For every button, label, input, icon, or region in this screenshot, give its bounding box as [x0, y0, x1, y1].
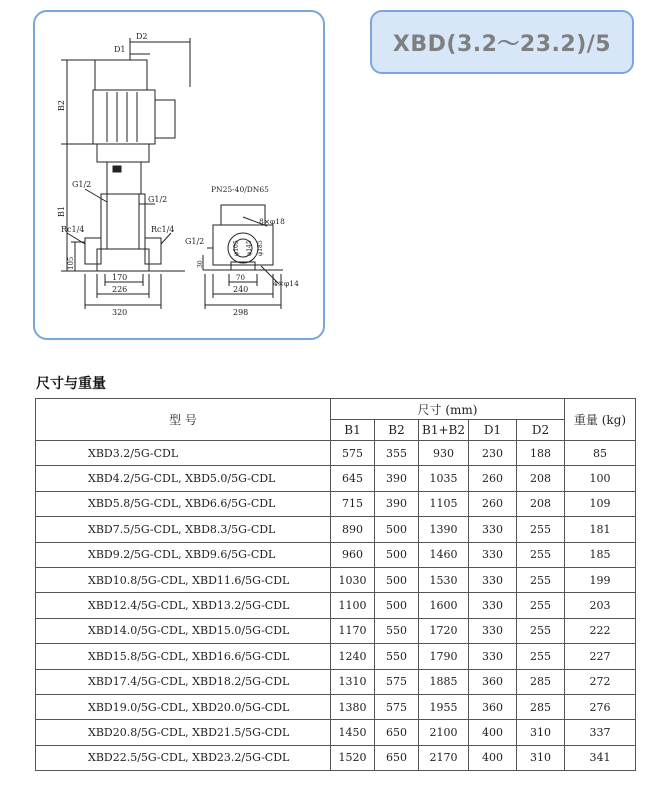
label-rc14-right: Rc1/4: [151, 225, 175, 234]
cell-b1: 1100: [331, 593, 375, 618]
label-298: 298: [233, 308, 249, 317]
cell-weight: 227: [565, 644, 636, 669]
table-row: [36, 517, 636, 542]
header-d2: D2: [517, 420, 565, 441]
cell-b2: 650: [375, 745, 419, 770]
label-170: 170: [112, 273, 128, 282]
header-b1-b2: B1+B2: [419, 420, 469, 441]
table-row: [36, 669, 636, 694]
label-70: 70: [236, 274, 245, 282]
cell-weight: 100: [565, 466, 636, 491]
cell-d2: 208: [517, 466, 565, 491]
cell-b2: 390: [375, 466, 419, 491]
label-d2: D2: [136, 32, 148, 41]
cell-b1-b2: 1600: [419, 593, 469, 618]
table-row: [36, 593, 636, 618]
cell-b1-b2: 2170: [419, 745, 469, 770]
cell-d2: 255: [517, 542, 565, 567]
table-row: [36, 745, 636, 770]
cell-d1: 330: [469, 644, 517, 669]
cell-b1-b2: 1105: [419, 491, 469, 516]
cell-d1: 330: [469, 517, 517, 542]
table-row: [36, 720, 636, 745]
label-phi185: φ185: [257, 240, 264, 256]
cell-b1-b2: 1460: [419, 542, 469, 567]
dimensions-weight-table: [35, 398, 636, 771]
model-series-title: XBD(3.2～23.2)/5: [392, 31, 612, 57]
cell-model: XBD15.8/5G-CDL, XBD16.6/5G-CDL: [36, 644, 331, 669]
cell-b2: 575: [375, 694, 419, 719]
cell-b2: 390: [375, 491, 419, 516]
label-30: 30: [197, 260, 204, 268]
cell-b2: 550: [375, 644, 419, 669]
label-226: 226: [112, 285, 128, 294]
table-row: [36, 466, 636, 491]
header-b2: B2: [375, 420, 419, 441]
cell-b1: 1520: [331, 745, 375, 770]
label-phi105: φ105: [233, 240, 240, 256]
label-rc14-left: Rc1/4: [61, 225, 85, 234]
cell-b1-b2: 1955: [419, 694, 469, 719]
cell-d1: 260: [469, 491, 517, 516]
cell-d1: 360: [469, 694, 517, 719]
label-4-holes: 4×φ14: [273, 279, 299, 288]
section-heading: 尺寸与重量: [36, 376, 106, 392]
label-8-holes: 8×φ18: [259, 217, 285, 226]
cell-d2: 310: [517, 745, 565, 770]
cell-d2: 255: [517, 618, 565, 643]
table-row: [36, 491, 636, 516]
cell-d2: 255: [517, 517, 565, 542]
cell-model: XBD10.8/5G-CDL, XBD11.6/5G-CDL: [36, 567, 331, 592]
cell-b1: 1450: [331, 720, 375, 745]
label-g12-left: G1/2: [72, 180, 92, 189]
cell-b1: 1030: [331, 567, 375, 592]
cell-weight: 199: [565, 567, 636, 592]
label-320: 320: [112, 308, 128, 317]
cell-b1-b2: 1720: [419, 618, 469, 643]
label-g12-mid: G1/2: [148, 195, 168, 204]
label-b2: B2: [57, 100, 66, 111]
cell-model: XBD19.0/5G-CDL, XBD20.0/5G-CDL: [36, 694, 331, 719]
table-row: [36, 644, 636, 669]
cell-b2: 500: [375, 542, 419, 567]
cell-model: XBD3.2/5G-CDL: [36, 441, 331, 466]
cell-d2: 208: [517, 491, 565, 516]
cell-weight: 185: [565, 542, 636, 567]
cell-weight: 109: [565, 491, 636, 516]
cell-d2: 188: [517, 441, 565, 466]
header-weight: 重量 (kg): [565, 399, 636, 441]
cell-b1-b2: 2100: [419, 720, 469, 745]
cell-b1: 960: [331, 542, 375, 567]
header-b1: B1: [331, 420, 375, 441]
header-dimensions: 尺寸 (mm): [331, 399, 565, 420]
pump-drawing-panel: [33, 10, 325, 340]
cell-b2: 500: [375, 593, 419, 618]
cell-b1-b2: 1530: [419, 567, 469, 592]
cell-d1: 260: [469, 466, 517, 491]
cell-b2: 550: [375, 618, 419, 643]
cell-b2: 500: [375, 517, 419, 542]
label-b1: B1: [57, 206, 66, 217]
table-row: [36, 542, 636, 567]
cell-model: XBD17.4/5G-CDL, XBD18.2/5G-CDL: [36, 669, 331, 694]
model-title-box: [370, 10, 634, 74]
label-240: 240: [233, 285, 249, 294]
cell-weight: 276: [565, 694, 636, 719]
label-g12-right: G1/2: [185, 237, 205, 246]
cell-b1: 890: [331, 517, 375, 542]
cell-b1-b2: 1885: [419, 669, 469, 694]
cell-b2: 650: [375, 720, 419, 745]
table-body: [36, 441, 636, 771]
cell-d1: 400: [469, 745, 517, 770]
cell-d2: 255: [517, 593, 565, 618]
pump-dimension-drawing: [35, 12, 327, 342]
cell-model: XBD14.0/5G-CDL, XBD15.0/5G-CDL: [36, 618, 331, 643]
cell-d2: 285: [517, 669, 565, 694]
label-phi145: φ145: [246, 240, 253, 256]
cell-weight: 85: [565, 441, 636, 466]
cell-d2: 310: [517, 720, 565, 745]
table-row: [36, 618, 636, 643]
cell-b1: 575: [331, 441, 375, 466]
cell-model: XBD20.8/5G-CDL, XBD21.5/5G-CDL: [36, 720, 331, 745]
cell-weight: 203: [565, 593, 636, 618]
cell-weight: 181: [565, 517, 636, 542]
header-d1: D1: [469, 420, 517, 441]
cell-d1: 330: [469, 593, 517, 618]
cell-d1: 330: [469, 567, 517, 592]
cell-d1: 330: [469, 542, 517, 567]
table-row: [36, 694, 636, 719]
cell-d2: 285: [517, 694, 565, 719]
table-row: [36, 441, 636, 466]
cell-weight: 341: [565, 745, 636, 770]
cell-model: XBD22.5/5G-CDL, XBD23.2/5G-CDL: [36, 745, 331, 770]
header-model: 型 号: [36, 399, 331, 441]
cell-model: XBD12.4/5G-CDL, XBD13.2/5G-CDL: [36, 593, 331, 618]
cell-b2: 500: [375, 567, 419, 592]
cell-b1: 1310: [331, 669, 375, 694]
cell-d2: 255: [517, 567, 565, 592]
cell-model: XBD7.5/5G-CDL, XBD8.3/5G-CDL: [36, 517, 331, 542]
cell-b1-b2: 1035: [419, 466, 469, 491]
cell-d1: 400: [469, 720, 517, 745]
cell-weight: 222: [565, 618, 636, 643]
cell-b1: 1170: [331, 618, 375, 643]
cell-b1: 1380: [331, 694, 375, 719]
cell-weight: 337: [565, 720, 636, 745]
cell-d1: 360: [469, 669, 517, 694]
cell-d1: 230: [469, 441, 517, 466]
cell-b1-b2: 1390: [419, 517, 469, 542]
cell-model: XBD5.8/5G-CDL, XBD6.6/5G-CDL: [36, 491, 331, 516]
cell-d1: 330: [469, 618, 517, 643]
cell-weight: 272: [565, 669, 636, 694]
cell-model: XBD9.2/5G-CDL, XBD9.6/5G-CDL: [36, 542, 331, 567]
cell-d2: 255: [517, 644, 565, 669]
cell-b2: 355: [375, 441, 419, 466]
cell-b1: 645: [331, 466, 375, 491]
cell-b1-b2: 1790: [419, 644, 469, 669]
cell-b1-b2: 930: [419, 441, 469, 466]
table-row: [36, 567, 636, 592]
cell-b2: 575: [375, 669, 419, 694]
label-flange: PN25-40/DN65: [211, 185, 269, 194]
label-d1: D1: [114, 45, 126, 54]
cell-b1: 1240: [331, 644, 375, 669]
label-105: 105: [67, 256, 75, 270]
cell-model: XBD4.2/5G-CDL, XBD5.0/5G-CDL: [36, 466, 331, 491]
cell-b1: 715: [331, 491, 375, 516]
